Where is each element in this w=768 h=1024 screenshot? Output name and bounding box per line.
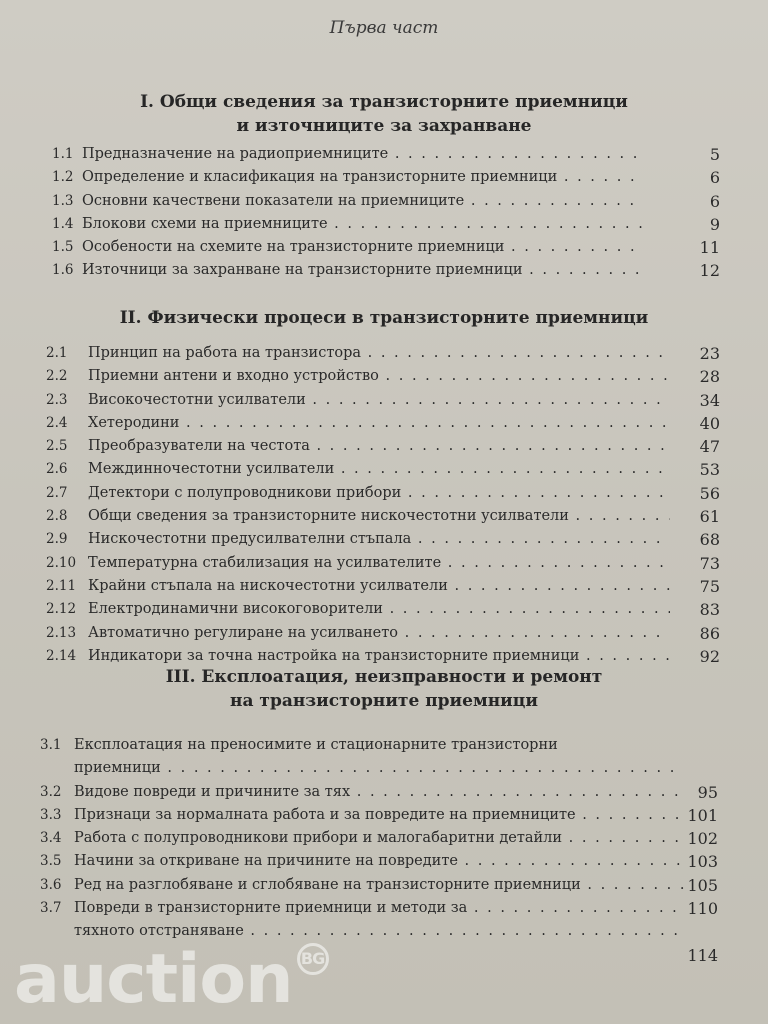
toc-entry-title-text: приемници: [74, 760, 161, 777]
toc-entry-page: 110: [687, 899, 718, 919]
toc-entry-title-text: Източници за захранване на транзисторните приемници: [82, 262, 523, 279]
toc-entry-number: 2.4: [46, 414, 68, 431]
toc-entry-page: 61: [699, 507, 720, 527]
toc-entry-title-text: Преобразуватели на честота: [88, 438, 310, 455]
running-head: Първа част: [329, 18, 439, 38]
toc-entry: [0, 389, 768, 412]
toc-entry-title-text: Общи сведения за транзисторните нискочестотни усилватели: [88, 508, 569, 525]
toc-entry-number: 2.5: [46, 438, 68, 455]
toc-entry-title-text: Високочестотни усилватели: [88, 391, 306, 408]
toc-entry-title: [74, 920, 684, 943]
toc-entry-number: 3.5: [40, 853, 62, 870]
chapter-3-title-line-2: на транзисторните приемници: [230, 691, 538, 711]
toc-entry: [0, 734, 768, 757]
toc-entry: [0, 213, 768, 236]
toc-entry-page: 56: [699, 483, 720, 503]
chapter-3-toc: [0, 734, 768, 967]
toc-entry: [0, 781, 768, 804]
chapter-1-title-line-2: и източниците за захранване: [236, 116, 532, 136]
toc-entry: [0, 944, 768, 967]
toc-entry: [0, 598, 768, 621]
toc-entry-title: [74, 757, 684, 780]
toc-entry-title-text: Крайни стъпала на нискочестотни усилватели: [88, 577, 448, 594]
toc-entry-page: 103: [687, 852, 718, 872]
toc-entry: [0, 166, 768, 189]
toc-entry-number: 2.9: [46, 531, 68, 548]
toc-entry-page: 53: [699, 460, 720, 480]
chapter-2-title: [60, 306, 708, 330]
toc-entry-title: [88, 505, 670, 528]
toc-entry-page: 47: [699, 437, 720, 457]
toc-entry-number: 2.8: [46, 508, 68, 525]
toc-entry-title: [74, 804, 684, 827]
toc-entry-number: 1.6: [52, 262, 74, 279]
toc-entry-page: 75: [699, 576, 720, 596]
toc-entry: [0, 259, 768, 282]
toc-entry-title-text: Нискочестотни предусилвателни стъпала: [88, 531, 412, 548]
toc-entry-page: 11: [699, 238, 720, 258]
toc-entry-number: 3.3: [40, 806, 62, 823]
toc-entry-page: 83: [699, 600, 720, 620]
toc-entry-title: [88, 528, 670, 551]
toc-entry: [0, 342, 768, 365]
watermark-brand: auction: [14, 940, 293, 1019]
toc-entry: [0, 190, 768, 213]
toc-entry-title: [74, 897, 684, 920]
toc-entry: [0, 850, 768, 873]
toc-entry-title: [74, 827, 684, 850]
toc-entry-number: 3.7: [40, 900, 62, 917]
toc-entry: [0, 874, 768, 897]
toc-entry-number: 2.6: [46, 461, 68, 478]
toc-entry-number: 1.1: [52, 146, 74, 162]
toc-entry-title: [82, 259, 642, 282]
toc-entry-title-text: Принцип на работа на транзистора: [88, 345, 362, 361]
toc-entry-title: [74, 734, 684, 757]
toc-entry-page: 34: [699, 390, 720, 410]
toc-entry-title: [82, 166, 642, 189]
toc-entry-page: 23: [699, 344, 720, 363]
toc-entry: [0, 622, 768, 645]
toc-entry-number: 2.1: [46, 345, 68, 361]
toc-entry-title: [74, 781, 684, 804]
chapter-3-title: [60, 665, 708, 713]
chapter-1-toc: [0, 143, 768, 283]
toc-entry-page: 12: [699, 261, 720, 281]
toc-entry-title-text: Приемни антени и входно устройство: [88, 368, 379, 385]
toc-entry-title-text: Ред на разглобяване и сглобяване на транзисторните приемници: [74, 876, 581, 893]
toc-entry: [0, 827, 768, 850]
toc-entry-title: [74, 874, 684, 897]
toc-entry-page: 105: [687, 875, 718, 895]
chapter-1-title-line-1: I. Общи сведения за транзисторните приемници: [140, 92, 628, 112]
toc-entry-page: 86: [699, 623, 720, 643]
toc-entry-title: [82, 236, 642, 259]
toc-entry-title: [82, 190, 642, 213]
toc-entry-number: 3.2: [40, 783, 62, 800]
toc-entry-number: 2.10: [46, 554, 77, 571]
toc-entry-number: 2.7: [46, 484, 68, 501]
toc-entry-page: 73: [699, 553, 720, 573]
toc-entry-title-text: Повреди в транзисторните приемници и методи за: [74, 900, 468, 917]
toc-entry-title: [88, 575, 670, 598]
toc-entry: [0, 236, 768, 259]
toc-entry-title: [82, 213, 642, 236]
toc-entry-number: 2.13: [46, 624, 77, 641]
toc-entry-page: 40: [699, 413, 720, 433]
toc-entry-title: [88, 622, 670, 645]
toc-entry: [0, 528, 768, 551]
toc-entry-title: [88, 365, 670, 388]
toc-entry: [0, 143, 768, 166]
toc-entry-page: 92: [699, 646, 720, 666]
toc-entry-title: [88, 552, 670, 575]
toc-entry-title: [88, 482, 670, 505]
toc-entry-title-text: Основни качествени показатели на приемниците: [82, 192, 465, 209]
chapter-2-title-line-1: II. Физически процеси в транзисторните приемници: [119, 308, 649, 328]
toc-entry: [0, 552, 768, 575]
toc-entry-title-text: Електродинамични високоговорители: [88, 601, 383, 618]
watermark-suffix: BG: [297, 943, 329, 975]
toc-entry-page: 114: [687, 945, 718, 965]
toc-entry-title-text: Блокови схеми на приемниците: [82, 215, 328, 232]
toc-entry-title: [88, 389, 670, 412]
toc-entry-number: 2.14: [46, 647, 77, 664]
toc-entry-title-text: Температурна стабилизация на усилвателите: [88, 554, 442, 571]
toc-entry-page: 6: [709, 191, 720, 211]
toc-entry: [0, 505, 768, 528]
toc-entry: [0, 757, 768, 780]
toc-entry-number: 2.2: [46, 368, 68, 385]
toc-entry-number: 3.4: [40, 830, 62, 847]
toc-entry-title: [88, 458, 670, 481]
toc-entry-page: 28: [699, 367, 720, 387]
toc-entry-page: 6: [709, 168, 720, 188]
toc-entry-number: 2.11: [46, 577, 77, 594]
toc-entry-title: [88, 342, 670, 365]
toc-entry-page: 95: [697, 782, 718, 802]
toc-entry-title: [74, 850, 684, 873]
toc-entry-title: [88, 435, 670, 458]
toc-entry: [0, 412, 768, 435]
toc-entry: [0, 365, 768, 388]
toc-entry-number: 3.1: [40, 737, 62, 753]
chapter-2-toc: [0, 342, 768, 668]
toc-entry: [0, 458, 768, 481]
toc-entry: [0, 575, 768, 598]
toc-entry-title-text: Експлоатация на преносимите и стационарните транзисторни: [74, 737, 558, 753]
toc-entry-title-text: Начини за откриване на причините на повредите: [74, 853, 458, 870]
toc-entry-page: 68: [699, 530, 720, 550]
toc-entry-number: 3.6: [40, 876, 62, 893]
toc-entry: [0, 804, 768, 827]
toc-entry: [0, 897, 768, 920]
chapter-1-title: [60, 90, 708, 138]
toc-entry-title-text: Определение и класификация на транзисторните приемници: [82, 169, 558, 186]
chapter-3-title-line-1: III. Експлоатация, неизправности и ремонт: [165, 667, 603, 687]
toc-entry-title: [88, 598, 670, 621]
toc-entry-title-text: Видове повреди и причините за тях: [74, 783, 351, 800]
toc-entry-title-text: Детектори с полупроводникови прибори: [88, 484, 402, 501]
toc-entry-number: 2.12: [46, 601, 77, 618]
toc-entry-title-text: Индикатори за точна настройка на транзисторните приемници: [88, 647, 580, 664]
toc-entry-number: 1.3: [52, 192, 74, 209]
toc-entry: [0, 482, 768, 505]
toc-entry-title-text: тяхното отстраняване: [74, 923, 244, 940]
toc-entry-page: 5: [709, 145, 720, 164]
toc-entry-title-text: Междинночестотни усилватели: [88, 461, 335, 478]
toc-entry-page: 102: [687, 829, 718, 849]
toc-entry-title: [82, 143, 642, 166]
toc-entry-number: 2.3: [46, 391, 68, 408]
toc-entry-number: 1.2: [52, 169, 74, 186]
toc-entry-title-text: Работа с полупроводникови прибори и малогабаритни детайли: [74, 830, 563, 847]
toc-entry-page: 101: [687, 805, 718, 825]
toc-entry-title-text: Особености на схемите на транзисторните приемници: [82, 239, 505, 256]
toc-entry-number: 1.4: [52, 215, 74, 232]
toc-entry-title-text: Признаци за нормалната работа и за повредите на приемниците: [74, 806, 576, 823]
toc-entry-page: 9: [709, 214, 720, 234]
toc-entry-number: 1.5: [52, 239, 74, 256]
toc-entry-title-text: Хетеродини: [88, 414, 180, 431]
toc-entry-title-text: Автоматично регулиране на усилването: [88, 624, 398, 641]
toc-entry-title: [88, 412, 670, 435]
toc-entry: [0, 435, 768, 458]
toc-entry: [0, 920, 768, 943]
toc-entry-title-text: Предназначение на радиоприемниците: [82, 146, 389, 162]
